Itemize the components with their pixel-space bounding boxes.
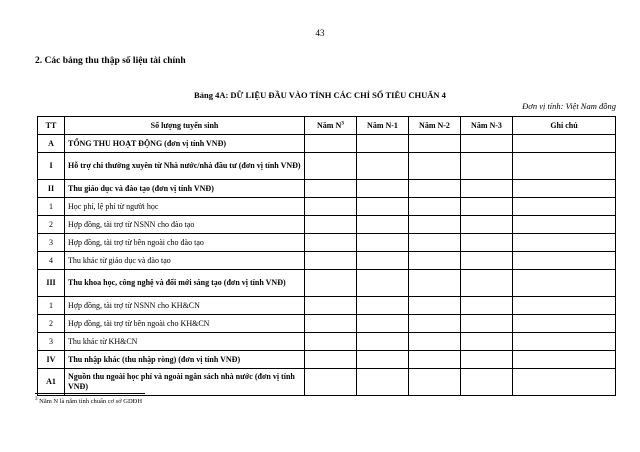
cell-empty — [461, 270, 513, 297]
cell-empty — [357, 297, 409, 315]
cell-empty — [461, 135, 513, 153]
row-label: Hợp đồng, tài trợ từ bên ngoài cho đào tạo — [65, 234, 305, 252]
cell-empty — [409, 270, 461, 297]
cell-empty — [305, 198, 357, 216]
cell-empty — [461, 315, 513, 333]
cell-empty — [513, 153, 616, 180]
cell-empty — [461, 369, 513, 396]
row-label: Hợp đồng, tài trợ từ NSNN cho KH&CN — [65, 297, 305, 315]
table-row — [38, 297, 616, 315]
cell-empty — [409, 369, 461, 396]
cell-empty — [409, 252, 461, 270]
cell-empty — [513, 216, 616, 234]
cell-empty — [305, 216, 357, 234]
row-label: Hợp đồng, tài trợ từ bên ngoài cho KH&CN — [65, 315, 305, 333]
cell-empty — [357, 198, 409, 216]
cell-empty — [513, 270, 616, 297]
cell-empty — [357, 234, 409, 252]
cell-empty — [409, 216, 461, 234]
cell-empty — [305, 333, 357, 351]
footnote-divider — [35, 393, 145, 394]
cell-empty — [357, 351, 409, 369]
table-row — [38, 315, 616, 333]
row-label: Nguồn thu ngoài học phí và ngoài ngân sách nhà nước (đơn vị tính VNĐ) — [65, 369, 305, 396]
cell-empty — [461, 351, 513, 369]
cell-empty — [409, 153, 461, 180]
table-row — [38, 333, 616, 351]
row-label: Hỗ trợ chi thường xuyên từ Nhà nước/nhà đầu tư (đơn vị tính VNĐ) — [65, 153, 305, 180]
row-tt: A1 — [38, 369, 65, 396]
header-year-n-footnote-marker: 3 — [341, 120, 344, 127]
cell-empty — [513, 351, 616, 369]
section-heading: 2. Các bảng thu thập số liệu tài chính — [35, 56, 186, 66]
row-tt: 1 — [38, 297, 65, 315]
cell-empty — [357, 315, 409, 333]
table-title: Bảng 4A: DỮ LIỆU ĐẦU VÀO TÍNH CÁC CHỈ SỐ TIÊU CHUẨN 4 — [194, 90, 446, 100]
footnote-marker: 3 — [35, 396, 38, 402]
cell-empty — [513, 234, 616, 252]
cell-empty — [357, 252, 409, 270]
cell-empty — [513, 198, 616, 216]
cell-empty — [409, 234, 461, 252]
footnote — [35, 398, 142, 405]
table-row — [38, 180, 616, 198]
cell-empty — [357, 180, 409, 198]
row-label: Thu giáo dục và đào tạo (đơn vị tính VNĐ) — [65, 180, 305, 198]
row-label: Học phí, lệ phí từ người học — [65, 198, 305, 216]
cell-empty — [461, 216, 513, 234]
cell-empty — [461, 333, 513, 351]
row-label: Thu khoa học, công nghệ và đổi mới sáng tạo (đơn vị tính VNĐ) — [65, 270, 305, 297]
header-year-n-1: Năm N-1 — [357, 117, 409, 135]
table-row — [38, 135, 616, 153]
row-label: Hợp đồng, tài trợ từ NSNN cho đào tạo — [65, 216, 305, 234]
cell-empty — [305, 297, 357, 315]
cell-empty — [513, 297, 616, 315]
cell-empty — [409, 297, 461, 315]
cell-empty — [357, 153, 409, 180]
cell-empty — [461, 180, 513, 198]
page-number: 43 — [315, 28, 325, 38]
cell-empty — [409, 351, 461, 369]
table-row — [38, 351, 616, 369]
row-tt: 3 — [38, 234, 65, 252]
header-year-n — [305, 117, 357, 135]
header-item: Số lượng tuyển sinh — [65, 117, 305, 135]
cell-empty — [409, 315, 461, 333]
header-year-n-3: Năm N-3 — [461, 117, 513, 135]
cell-empty — [513, 135, 616, 153]
cell-empty — [357, 135, 409, 153]
row-label: Thu khác từ giáo dục và đào tạo — [65, 252, 305, 270]
cell-empty — [513, 315, 616, 333]
cell-empty — [357, 216, 409, 234]
header-year-n-label: Năm N — [317, 120, 342, 130]
row-tt: III — [38, 270, 65, 297]
footnote-text: Năm N là năm tính chuẩn cơ sở GDĐH — [39, 398, 143, 405]
table-row — [38, 270, 616, 297]
cell-empty — [357, 333, 409, 351]
row-tt: 4 — [38, 252, 65, 270]
cell-empty — [461, 198, 513, 216]
cell-empty — [409, 180, 461, 198]
header-year-n-2: Năm N-2 — [409, 117, 461, 135]
cell-empty — [305, 351, 357, 369]
cell-empty — [305, 234, 357, 252]
cell-empty — [409, 135, 461, 153]
cell-empty — [305, 270, 357, 297]
table-row — [38, 369, 616, 396]
cell-empty — [513, 180, 616, 198]
table-row — [38, 216, 616, 234]
row-tt: 3 — [38, 333, 65, 351]
cell-empty — [305, 153, 357, 180]
cell-empty — [461, 153, 513, 180]
cell-empty — [409, 198, 461, 216]
cell-empty — [305, 180, 357, 198]
table-row — [38, 153, 616, 180]
financial-input-table — [37, 116, 616, 396]
cell-empty — [513, 369, 616, 396]
cell-empty — [461, 297, 513, 315]
cell-empty — [305, 135, 357, 153]
row-label: Thu khác từ KH&CN — [65, 333, 305, 351]
cell-empty — [461, 234, 513, 252]
header-notes: Ghi chú — [513, 117, 616, 135]
cell-empty — [305, 315, 357, 333]
cell-empty — [357, 270, 409, 297]
row-tt: I — [38, 153, 65, 180]
cell-empty — [409, 333, 461, 351]
header-tt: TT — [38, 117, 65, 135]
row-tt: II — [38, 180, 65, 198]
header-row — [38, 117, 616, 135]
row-tt: A — [38, 135, 65, 153]
table-row — [38, 234, 616, 252]
cell-empty — [305, 369, 357, 396]
row-label: TỔNG THU HOẠT ĐỘNG (đơn vị tính VNĐ) — [65, 135, 305, 153]
cell-empty — [357, 369, 409, 396]
row-tt: 1 — [38, 198, 65, 216]
table-row — [38, 252, 616, 270]
cell-empty — [513, 252, 616, 270]
unit-note: Đơn vị tính: Việt Nam đồng — [522, 101, 616, 111]
row-tt: 2 — [38, 216, 65, 234]
row-tt: 2 — [38, 315, 65, 333]
cell-empty — [513, 333, 616, 351]
cell-empty — [305, 252, 357, 270]
cell-empty — [461, 252, 513, 270]
table-row — [38, 198, 616, 216]
row-label: Thu nhập khác (thu nhập ròng) (đơn vị tính VNĐ) — [65, 351, 305, 369]
row-tt: IV — [38, 351, 65, 369]
